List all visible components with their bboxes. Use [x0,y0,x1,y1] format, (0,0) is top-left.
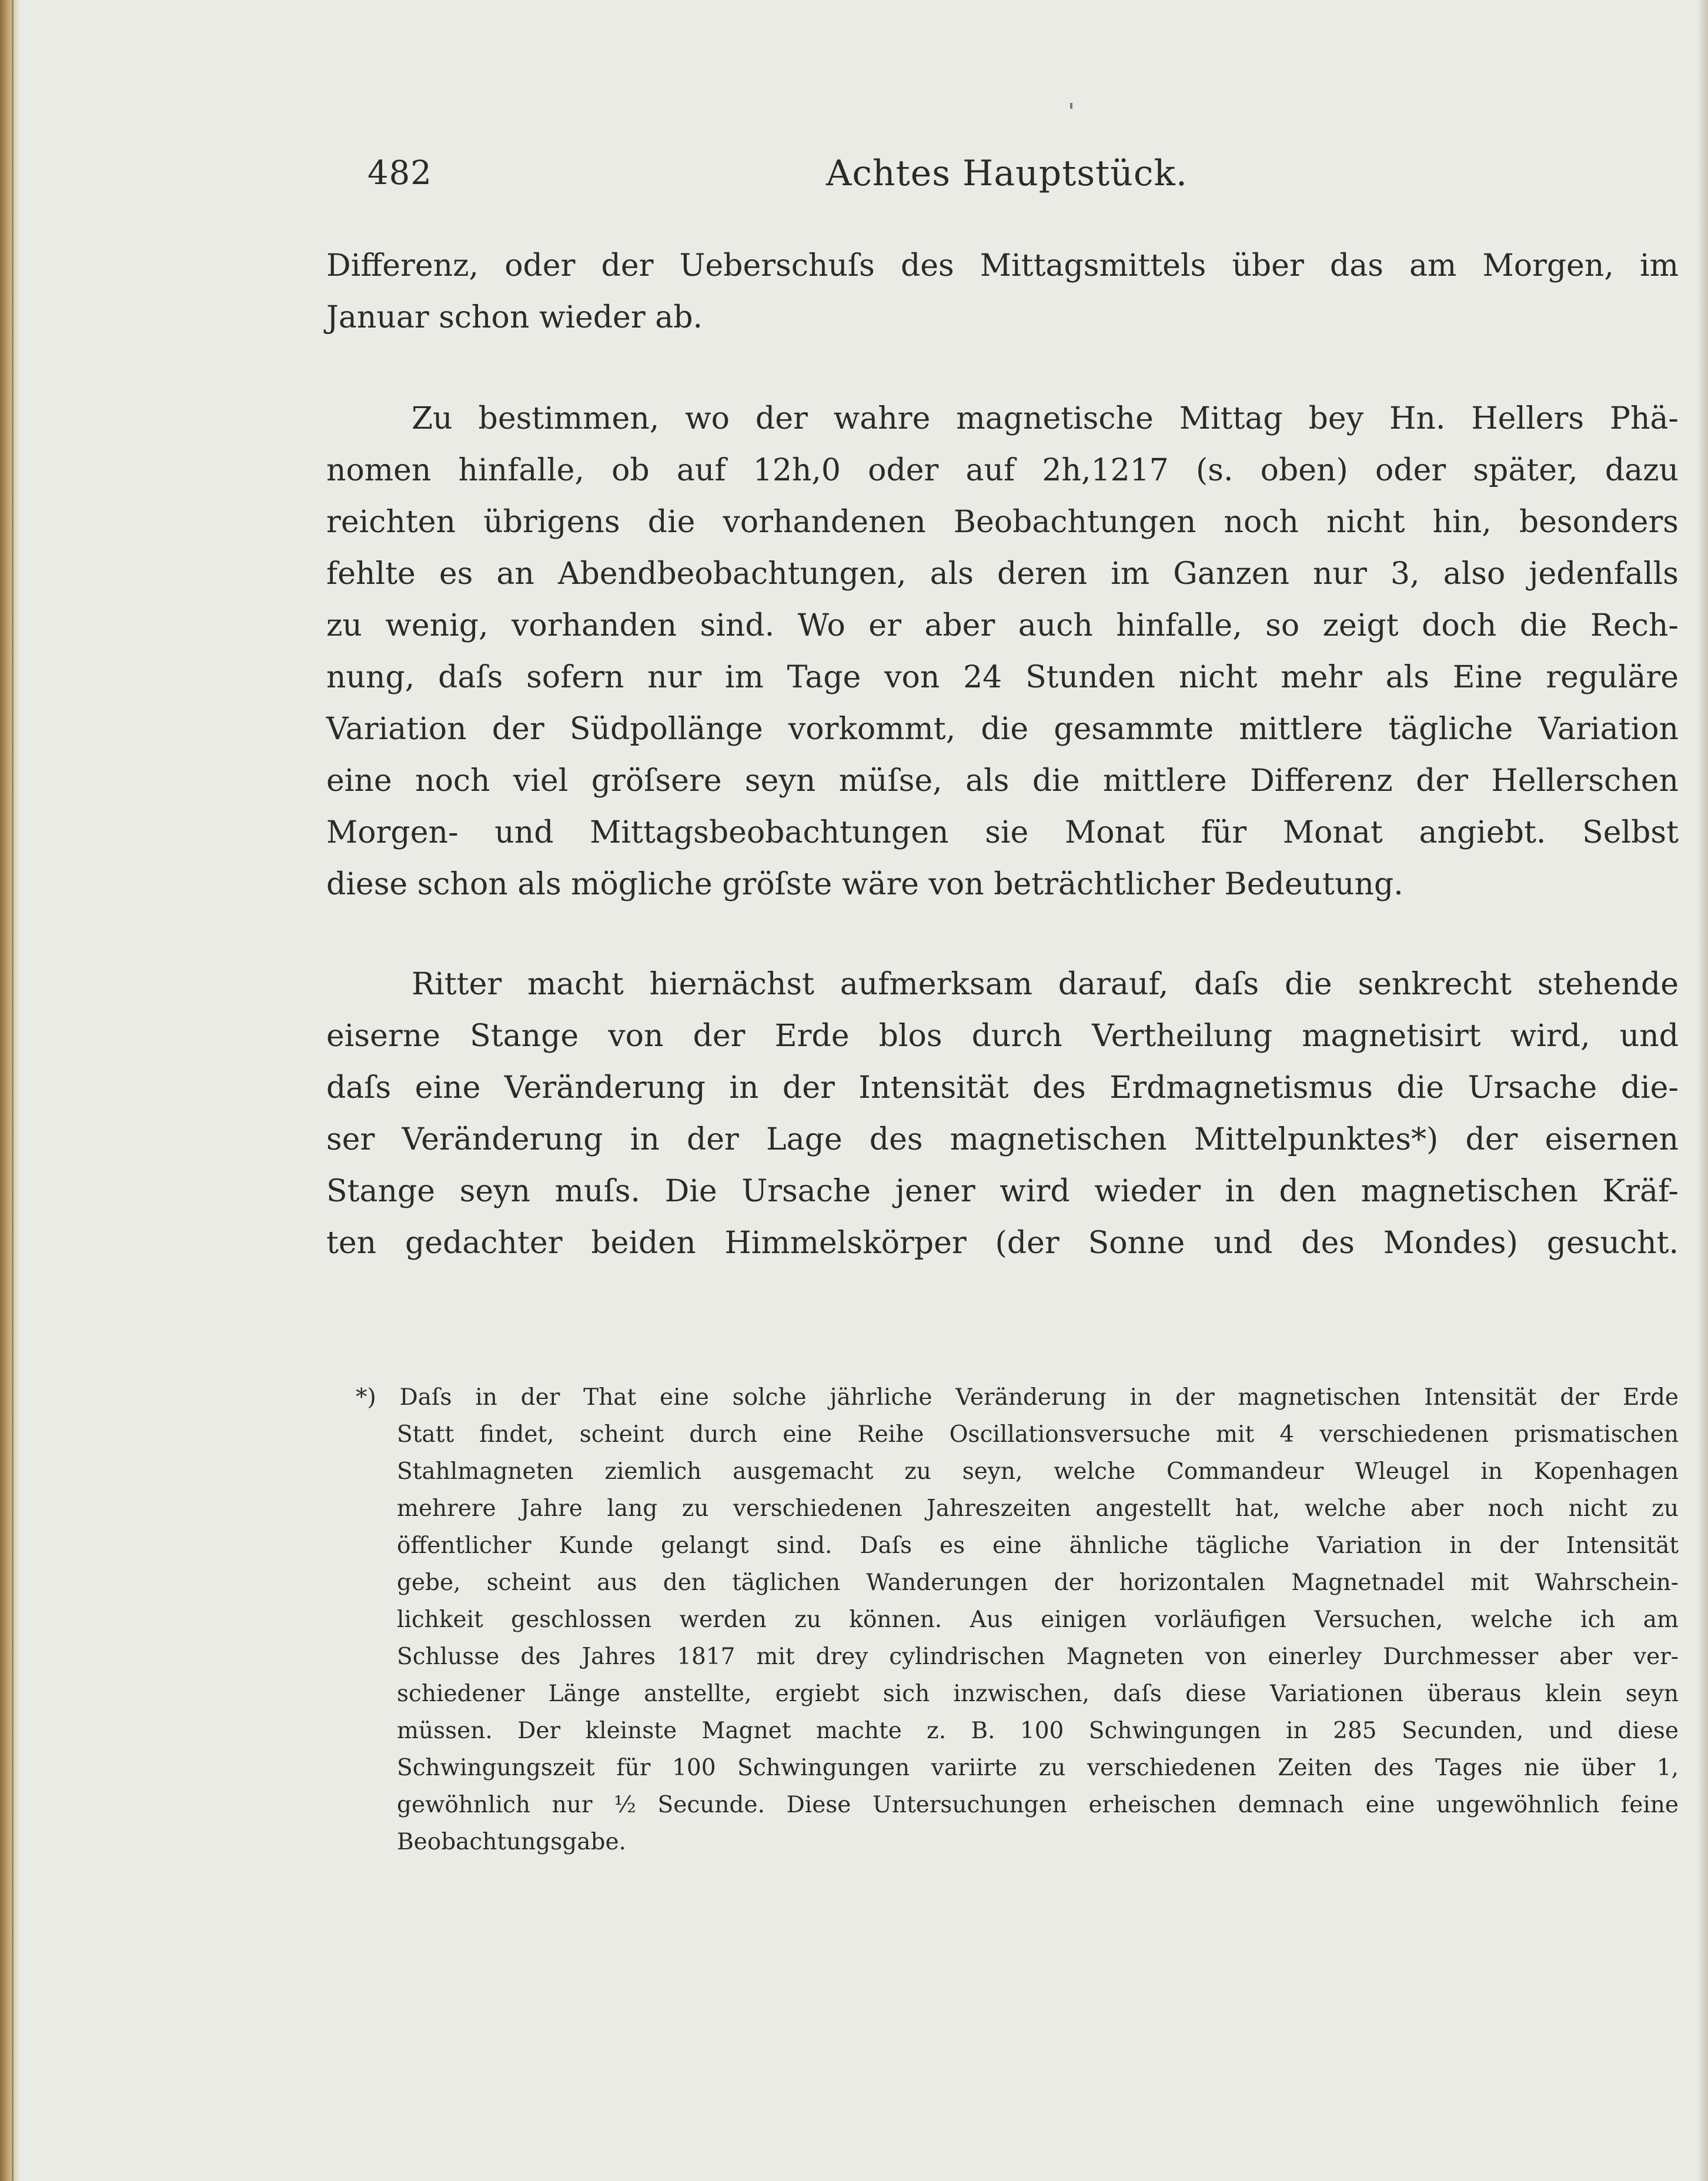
footnote-line: schiedener Länge anstellte, ergiebt sich inzwischen, daſs diese Variationen überaus klein seyn [397,1681,1679,1707]
footnote-line: Statt findet, scheint durch eine Reihe Oscillationsversuche mit 4 verschiedenen prismatischen [397,1421,1679,1448]
running-head [367,150,1684,197]
footnote-line: müssen. Der kleinste Magnet machte z. B. 100 Schwingungen in 285 Secunden, und diese [397,1718,1679,1744]
footnote-line: Beobachtungsgabe. [397,1829,626,1855]
chapter-title: Achtes Hauptstück. [826,153,1188,194]
text-line: Variation der Südpollänge vorkommt, die gesammte mittlere tägliche Variation [326,712,1679,747]
text-line: Ritter macht hiernächst aufmerksam darauf, daſs die senkrecht stehende [412,967,1679,1002]
footnote-line: lichkeit geschlossen werden zu können. Aus einigen vorläufigen Versuchen, welche ich am [397,1606,1679,1633]
text-line: Morgen- und Mittagsbeobachtungen sie Monat für Monat angiebt. Selbst [326,815,1679,850]
text-line: daſs eine Veränderung in der Intensität des Erdmagnetismus die Ursache die- [326,1070,1679,1105]
text-line: ten gedachter beiden Himmelskörper (der Sonne und des Mondes) gesucht. [326,1225,1679,1261]
footnote-line: Schwingungszeit für 100 Schwingungen variirte zu verschiedenen Zeiten des Tages nie über 1, [397,1755,1679,1781]
text-line: reichten übrigens die vorhandenen Beobachtungen noch nicht hin, besonders [326,505,1679,540]
text-line: eiserne Stange von der Erde blos durch Vertheilung magnetisirt wird, und [326,1018,1679,1054]
page-number: 482 [367,154,432,192]
footnote-line: gewöhnlich nur ½ Secunde. Diese Untersuchungen erheischen demnach eine ungewöhnlich feine [397,1792,1679,1818]
footnote-line: gebe, scheint aus den täglichen Wanderungen der horizontalen Magnetnadel mit Wahrschein- [397,1569,1679,1596]
text-line: fehlte es an Abendbeobachtungen, als deren im Ganzen nur 3, also jedenfalls [326,556,1679,592]
text-line: nomen hinfalle, ob auf 12h,0 oder auf 2h,1217 (s. oben) oder später, dazu [326,453,1679,488]
footnote-line: mehrere Jahre lang zu verschiedenen Jahreszeiten angestellt hat, welche aber noch nicht zu [397,1495,1679,1522]
paragraph-1 [326,240,1679,343]
text-line: nung, daſs sofern nur im Tage von 24 Stunden nicht mehr als Eine reguläre [326,660,1679,695]
footnote [356,1379,1679,1861]
footnote-line: *) Daſs in der That eine solche jährliche Veränderung in der magnetischen Intensität der Erde [356,1384,1679,1411]
text-line: Januar schon wieder ab. [326,300,703,335]
paragraph-2 [326,393,1679,910]
text-line: Stange seyn muſs. Die Ursache jener wird wieder in den magnetischen Kräf- [326,1174,1679,1209]
text-line: ser Veränderung in der Lage des magnetischen Mittelpunktes*) der eisernen [326,1122,1679,1157]
footnote-line: Stahlmagneten ziemlich ausgemacht zu seyn, welche Commandeur Wleugel in Kopenhagen [397,1458,1679,1485]
text-line: zu wenig, vorhanden sind. Wo er aber auch hinfalle, so zeigt doch die Rech- [326,608,1679,643]
text-line: diese schon als mögliche gröſste wäre von beträchtlicher Bedeutung. [326,867,1403,902]
text-line: eine noch viel gröſsere seyn müſse, als die mittlere Differenz der Hellerschen [326,763,1679,799]
text-line: Differenz, oder der Ueberschuſs des Mittagsmittels über das am Morgen, im [326,248,1679,283]
footnote-line: Schlusse des Jahres 1817 mit drey cylindrischen Magneten von einerley Durchmesser aber ver- [397,1644,1679,1670]
text-line: Zu bestimmen, wo der wahre magnetische Mittag bey Hn. Hellers Phä- [412,401,1679,436]
footnote-line: öffentlicher Kunde gelangt sind. Daſs es eine ähnliche tägliche Variation in der Intensität [397,1532,1679,1559]
paragraph-3 [326,958,1679,1269]
